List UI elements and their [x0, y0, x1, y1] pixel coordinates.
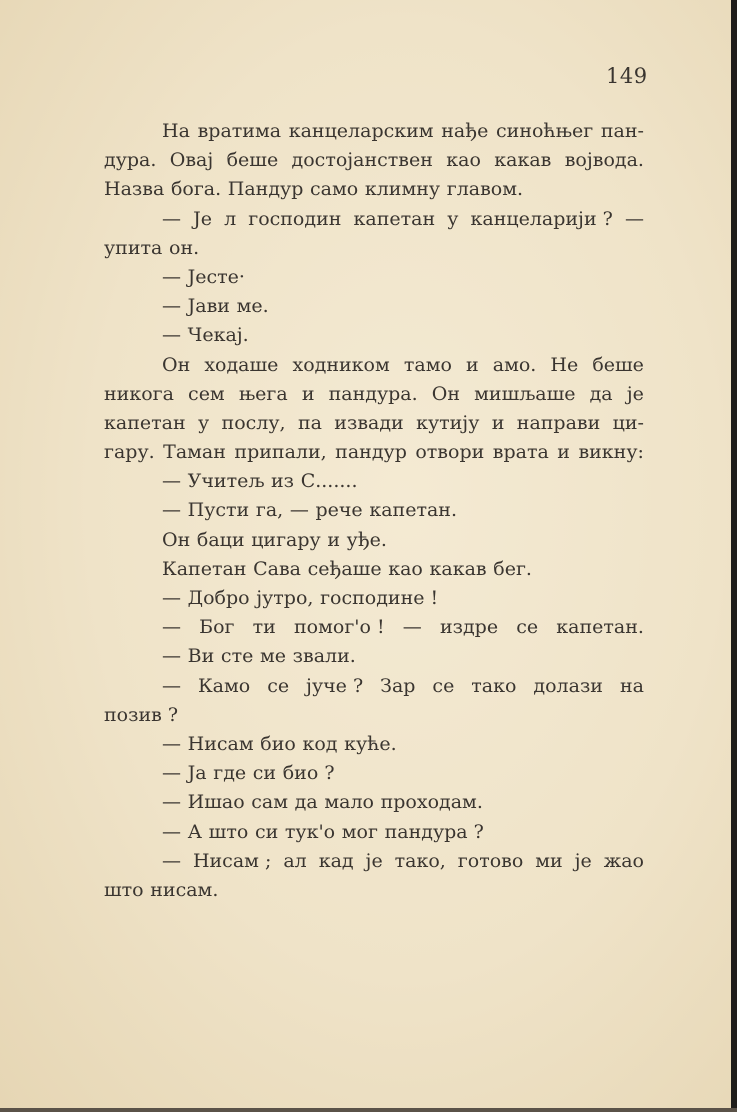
- text-line: [104, 876, 644, 905]
- word: што: [208, 820, 249, 843]
- text-line: [104, 409, 644, 438]
- word: тук'о: [284, 820, 336, 843]
- word: Нисам: [187, 732, 254, 755]
- word: Он: [431, 382, 461, 405]
- word: само: [310, 178, 359, 201]
- word: долази: [533, 674, 603, 697]
- word: какав: [429, 557, 487, 580]
- word: послу,: [221, 411, 286, 434]
- word: ци-: [612, 411, 644, 434]
- word: и: [557, 441, 570, 464]
- word: канцеларији ?: [470, 207, 613, 230]
- word: извади: [334, 411, 404, 434]
- word: њега: [238, 382, 288, 405]
- word: ме.: [236, 295, 269, 318]
- word: Пусти: [187, 499, 250, 522]
- word: Таман: [163, 441, 226, 464]
- word: —: [162, 207, 181, 230]
- word: и: [466, 353, 479, 376]
- word: Јесте·: [187, 265, 245, 288]
- word: канцеларским: [288, 120, 434, 142]
- word: ме: [259, 645, 286, 668]
- word: На: [162, 120, 190, 142]
- word: климну: [364, 178, 441, 201]
- word: какав: [494, 149, 552, 172]
- word: —: [162, 732, 181, 755]
- word: мало: [324, 791, 374, 814]
- word: никога: [104, 382, 174, 405]
- word: био: [260, 732, 296, 755]
- word: главом.: [446, 178, 524, 201]
- word: жао: [603, 849, 644, 872]
- text-line: [104, 321, 644, 350]
- word: Је: [193, 207, 212, 230]
- text-line: [104, 642, 644, 671]
- word: Учитељ: [187, 470, 265, 493]
- word: што: [104, 878, 144, 901]
- word: проходам.: [380, 791, 483, 814]
- text-line: [104, 380, 644, 409]
- word: тамо: [403, 353, 452, 376]
- word: достојанствен: [291, 149, 433, 172]
- word: пандура ?: [384, 820, 484, 843]
- word: Ви: [187, 645, 215, 668]
- word: Камо: [197, 674, 251, 697]
- word: капетан.: [369, 499, 457, 522]
- word: —: [162, 849, 181, 872]
- word: си: [254, 820, 279, 843]
- word: и: [491, 411, 505, 434]
- word: —: [162, 645, 181, 668]
- word: —: [162, 324, 181, 347]
- text-line: [104, 234, 644, 263]
- word: викну:: [578, 441, 644, 464]
- word: пан-: [600, 120, 644, 142]
- word: дура.: [104, 149, 157, 172]
- word: звали.: [292, 645, 356, 668]
- word: —: [162, 587, 181, 609]
- word: —: [162, 295, 181, 318]
- text-line: [104, 613, 644, 642]
- body-text: [104, 117, 644, 905]
- word: —: [162, 674, 181, 697]
- word: и: [327, 528, 341, 551]
- word: у: [197, 411, 210, 434]
- word: кад: [318, 849, 354, 872]
- word: тако: [471, 674, 517, 697]
- word: упита: [104, 236, 163, 259]
- text-line: [104, 146, 644, 175]
- page-bottom-edge: [0, 1108, 737, 1112]
- word: вратима: [197, 120, 282, 142]
- word: рече: [315, 499, 363, 522]
- word: баци: [196, 528, 245, 551]
- word: А: [187, 820, 203, 843]
- text-line: [104, 117, 644, 146]
- word: —: [162, 762, 181, 785]
- word: је: [626, 382, 644, 405]
- word: где: [213, 762, 247, 785]
- word: припали,: [234, 441, 327, 464]
- word: се: [267, 674, 290, 697]
- word: се: [432, 674, 455, 697]
- word: капетан: [104, 411, 186, 434]
- word: помог'о !: [294, 616, 385, 639]
- word: —: [162, 499, 181, 522]
- word: бога.: [170, 178, 222, 201]
- word: —: [162, 265, 181, 288]
- word: мог: [341, 820, 378, 843]
- word: амо.: [492, 353, 537, 376]
- page-edge-shadow: [731, 0, 737, 1112]
- word: господине !: [320, 587, 439, 609]
- word: капетан: [353, 207, 436, 230]
- word: уђе.: [346, 528, 387, 551]
- word: код: [302, 732, 338, 755]
- text-line: [104, 438, 644, 467]
- word: Чекај.: [187, 324, 249, 347]
- word: сам: [251, 791, 289, 814]
- text-line: [104, 818, 644, 847]
- word: —: [162, 820, 181, 843]
- word: цигару: [251, 528, 321, 551]
- word: Пандур: [227, 178, 304, 201]
- word: јуче ?: [306, 674, 364, 697]
- text-line: [104, 555, 644, 584]
- word: Он: [162, 353, 191, 376]
- word: готово: [457, 849, 524, 872]
- word: сте: [220, 645, 254, 668]
- text-line: [104, 175, 644, 204]
- word: сем: [188, 382, 225, 405]
- text-line: [104, 847, 644, 876]
- word: С.......: [300, 470, 358, 493]
- word: Јави: [187, 295, 230, 318]
- word: био ?: [282, 762, 335, 785]
- word: као: [388, 557, 423, 580]
- word: ми: [535, 849, 563, 872]
- word: Сава: [253, 557, 301, 580]
- word: капетан.: [556, 616, 644, 639]
- word: си: [252, 762, 277, 785]
- word: нисам.: [150, 878, 219, 901]
- word: ходаше: [204, 353, 279, 376]
- word: је: [365, 849, 383, 872]
- word: Ишао: [187, 791, 245, 814]
- word: кутију: [416, 411, 480, 434]
- word: издре: [439, 616, 499, 639]
- text-line: [104, 584, 644, 613]
- word: се: [516, 616, 539, 639]
- word: позив ?: [104, 703, 179, 726]
- word: беше: [592, 353, 644, 376]
- word: —: [402, 616, 422, 639]
- text-line: [104, 759, 644, 788]
- word: —: [162, 616, 181, 639]
- word: па: [297, 411, 322, 434]
- word: из: [271, 470, 295, 493]
- word: као: [446, 149, 481, 172]
- word: Не: [550, 353, 579, 376]
- text-line: [104, 205, 644, 234]
- word: беше: [226, 149, 279, 172]
- word: куће.: [344, 732, 397, 755]
- word: сеђаше: [307, 557, 382, 580]
- word: —: [624, 207, 644, 230]
- word: јутро,: [256, 587, 314, 609]
- word: у: [447, 207, 459, 230]
- word: отвори: [415, 441, 485, 464]
- word: —: [162, 791, 181, 814]
- word: га,: [255, 499, 284, 522]
- word: мишљаше: [474, 382, 576, 405]
- word: он.: [169, 236, 200, 259]
- text-line: [104, 351, 644, 380]
- word: синоћњег: [496, 120, 594, 142]
- text-line: [104, 788, 644, 817]
- word: Добро: [187, 587, 250, 609]
- word: Бог: [199, 616, 235, 639]
- word: врата: [492, 441, 549, 464]
- word: пандур: [335, 441, 407, 464]
- word: пандура.: [328, 382, 418, 405]
- text-line: [104, 526, 644, 555]
- text-line: [104, 672, 644, 701]
- text-line: [104, 292, 644, 321]
- word: Он: [162, 528, 191, 551]
- word: Капетан: [162, 557, 247, 580]
- word: направи: [516, 411, 601, 434]
- text-line: [104, 263, 644, 292]
- word: Овај: [169, 149, 214, 172]
- word: гару.: [104, 441, 155, 464]
- word: ти: [252, 616, 276, 639]
- word: да: [589, 382, 613, 405]
- word: нађе: [441, 120, 489, 142]
- word: тако,: [394, 849, 446, 872]
- word: —: [289, 499, 309, 522]
- text-line: [104, 701, 644, 730]
- word: господин: [248, 207, 342, 230]
- word: бег.: [493, 557, 532, 580]
- word: Нисам ;: [192, 849, 272, 872]
- word: војвода.: [564, 149, 644, 172]
- word: л: [224, 207, 237, 230]
- word: Назва: [104, 178, 165, 201]
- page-number: 149: [606, 64, 648, 88]
- text-line: [104, 730, 644, 759]
- word: да: [294, 791, 318, 814]
- text-line: [104, 467, 644, 496]
- text-line: [104, 496, 644, 525]
- word: и: [301, 382, 315, 405]
- word: на: [619, 674, 644, 697]
- word: ходником: [292, 353, 390, 376]
- word: Ја: [187, 762, 207, 785]
- word: је: [574, 849, 592, 872]
- word: Зар: [380, 674, 416, 697]
- word: —: [162, 470, 181, 493]
- word: ал: [283, 849, 307, 872]
